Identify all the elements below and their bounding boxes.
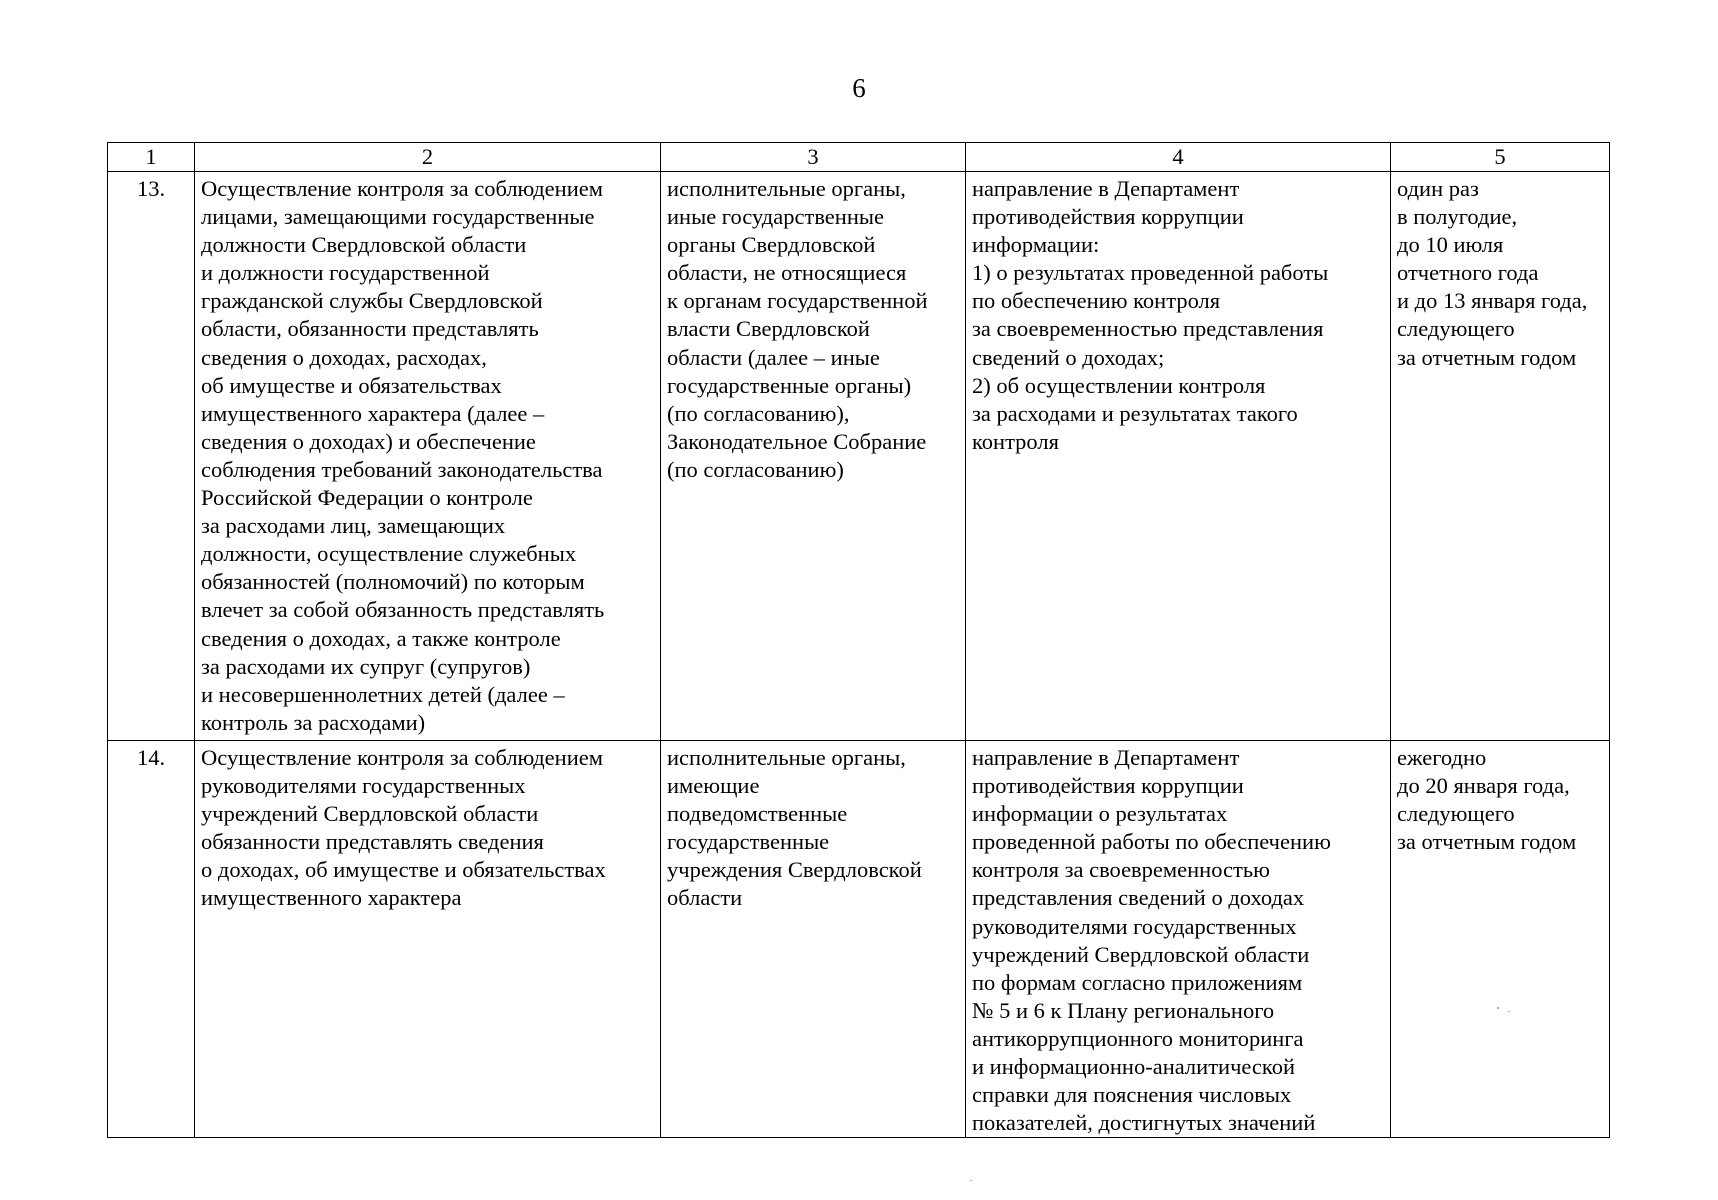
cell-line: проведенной работы по обеспечению: [972, 829, 1331, 855]
cell-line: направление в Департамент: [972, 745, 1240, 770]
cell-line: сведения о доходах) и обеспечение: [201, 428, 536, 454]
cell-line: за расходами лиц, замещающих: [201, 513, 506, 539]
cell-line: обязанности представлять сведения: [201, 829, 544, 855]
cell-line: сведений о доходах;: [972, 344, 1165, 370]
measure-cell: [195, 172, 661, 741]
row-number: 14.: [108, 741, 195, 1138]
cell-line: сведения о доходах, расходах,: [201, 344, 487, 370]
cell-line: контроля за своевременностью: [972, 857, 1270, 883]
cell-line: к органам государственной: [667, 288, 928, 314]
cell-line: руководителями государственных: [201, 773, 526, 799]
cell-line: учреждений Свердловской области: [201, 801, 539, 827]
cell-line: учреждения Свердловской: [667, 857, 922, 883]
table-row: [108, 172, 1610, 741]
cell-line: исполнительные органы,: [667, 745, 906, 770]
cell-line: 1) о результатах проведенной работы: [972, 260, 1329, 286]
cell-line: информации:: [972, 232, 1100, 258]
table-row: [108, 741, 1610, 1138]
cell-line: противодействия коррупции: [972, 773, 1244, 799]
cell-line: иные государственные: [667, 204, 884, 230]
cell-line: области, обязанности представлять: [201, 316, 539, 342]
cell-line: должности, осуществление служебных: [201, 541, 577, 567]
cell-line: следующего: [1397, 801, 1515, 827]
cell-line: контроль за расходами): [201, 709, 426, 735]
cell-line: контроля: [972, 428, 1059, 454]
deadline-cell: [1391, 172, 1610, 741]
cell-line: области (далее – иные: [667, 344, 880, 370]
cell-line: по формам согласно приложениям: [972, 969, 1303, 995]
cell-line: и информационно-аналитической: [972, 1054, 1295, 1080]
header-col-4: 4: [966, 143, 1391, 172]
header-col-3: 3: [661, 143, 966, 172]
cell-line: имущественного характера: [201, 885, 462, 911]
executors-cell: [661, 741, 966, 1138]
cell-line: влечет за собой обязанность представлять: [201, 597, 605, 623]
cell-line: (по согласованию): [667, 456, 844, 482]
cell-line: исполнительные органы,: [667, 176, 906, 201]
cell-line: должности Свердловской области: [201, 232, 527, 258]
cell-line: имущественного характера (далее –: [201, 400, 545, 426]
cell-line: направление в Департамент: [972, 176, 1240, 201]
header-col-1: 1: [108, 143, 195, 172]
cell-line: соблюдения требований законодательства: [201, 456, 603, 482]
cell-line: государственные: [667, 829, 830, 855]
cell-line: следующего: [1397, 316, 1515, 342]
cell-line: лицами, замещающими государственные: [201, 204, 595, 230]
cell-line: подведомственные: [667, 801, 848, 827]
cell-line: об имуществе и обязательствах: [201, 372, 502, 398]
cell-line: до 10 июля: [1397, 232, 1504, 258]
scan-speck: [1497, 1007, 1499, 1009]
cell-line: Осуществление контроля за соблюдением: [201, 745, 603, 770]
cell-line: справки для пояснения числовых: [972, 1082, 1292, 1108]
cell-line: области: [667, 885, 743, 911]
reporting-cell: [966, 741, 1391, 1138]
executors-cell: [661, 172, 966, 741]
reporting-cell: [966, 172, 1391, 741]
cell-line: и должности государственной: [201, 260, 490, 286]
cell-line: имеющие: [667, 773, 760, 799]
scan-speck: [970, 1180, 972, 1181]
deadline-cell: [1391, 741, 1610, 1138]
cell-line: антикоррупционного мониторинга: [972, 1025, 1304, 1051]
cell-line: 2) об осуществлении контроля: [972, 372, 1266, 398]
cell-line: в полугодие,: [1397, 204, 1518, 230]
header-row: [108, 143, 1610, 172]
cell-line: № 5 и 6 к Плану регионального: [972, 997, 1275, 1023]
cell-line: государственные органы): [667, 372, 912, 398]
page-number: 6: [852, 73, 866, 103]
cell-line: о доходах, об имуществе и обязательствах: [201, 857, 606, 883]
cell-line: до 20 января года,: [1397, 773, 1570, 799]
cell-line: отчетного года: [1397, 260, 1539, 286]
cell-line: ежегодно: [1397, 745, 1487, 770]
cell-line: сведения о доходах, а также контроле: [201, 625, 561, 651]
cell-line: за отчетным годом: [1397, 829, 1577, 855]
cell-line: гражданской службы Свердловской: [201, 288, 543, 314]
cell-line: руководителями государственных: [972, 913, 1297, 939]
cell-line: власти Свердловской: [667, 316, 870, 342]
cell-line: Российской Федерации о контроле: [201, 485, 533, 511]
header-col-2: 2: [195, 143, 661, 172]
row-number: 13.: [108, 172, 195, 741]
cell-line: (по согласованию),: [667, 400, 850, 426]
cell-line: представления сведений о доходах: [972, 885, 1305, 911]
cell-line: и несовершеннолетних детей (далее –: [201, 681, 565, 707]
measure-cell: [195, 741, 661, 1138]
plan-table: [107, 142, 1610, 1138]
header-col-5: 5: [1391, 143, 1610, 172]
cell-line: один раз: [1397, 176, 1479, 201]
cell-line: области, не относящиеся: [667, 260, 907, 286]
cell-line: за расходами их супруг (супругов): [201, 653, 531, 679]
cell-line: за своевременностью представления: [972, 316, 1324, 342]
cell-line: органы Свердловской: [667, 232, 876, 258]
scan-speck: [1508, 1011, 1510, 1012]
cell-line: и до 13 января года,: [1397, 288, 1588, 314]
cell-line: по обеспечению контроля: [972, 288, 1221, 314]
cell-line: обязанностей (полномочий) по которым: [201, 569, 585, 595]
cell-line: показателей, достигнутых значений: [972, 1110, 1316, 1136]
cell-line: учреждений Свердловской области: [972, 941, 1310, 967]
cell-line: информации о результатах: [972, 801, 1228, 827]
cell-line: Законодательное Собрание: [667, 428, 927, 454]
cell-line: противодействия коррупции: [972, 204, 1244, 230]
cell-line: за отчетным годом: [1397, 344, 1577, 370]
cell-line: Осуществление контроля за соблюдением: [201, 176, 603, 201]
cell-line: за расходами и результатах такого: [972, 400, 1298, 426]
